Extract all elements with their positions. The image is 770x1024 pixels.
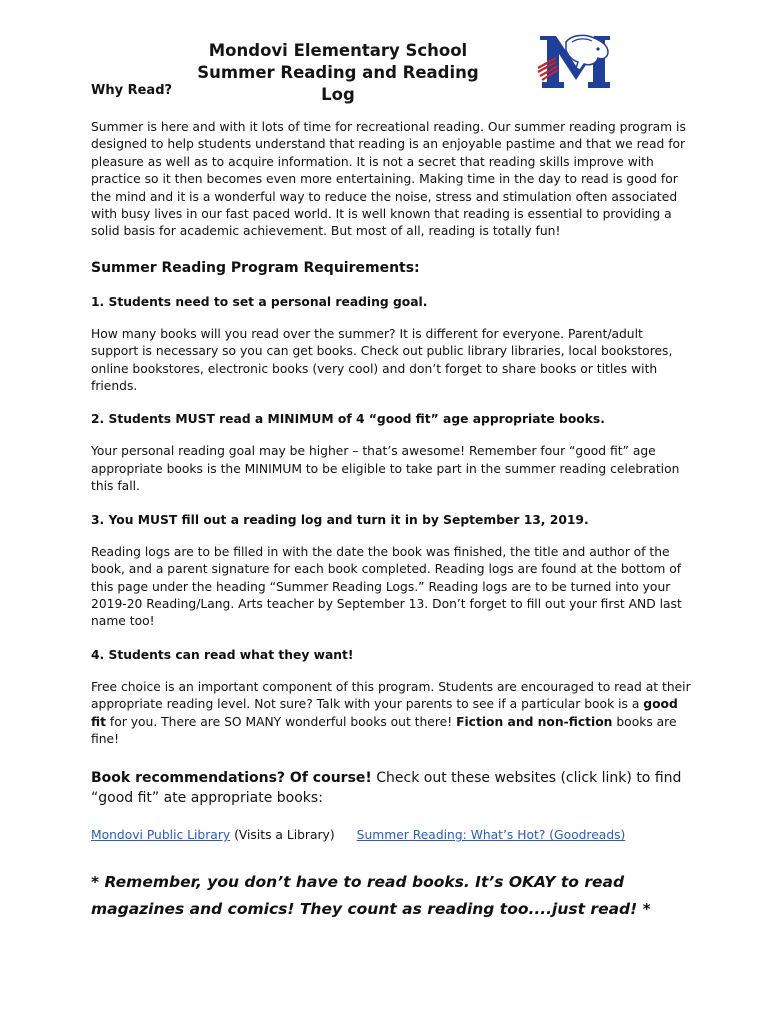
library-link-note: (Visits a Library) [230, 828, 335, 843]
requirement-1-heading: 1. Students need to set a personal reading goal. [91, 294, 428, 309]
requirement-2 [91, 410, 691, 495]
goodreads-link[interactable]: Summer Reading: What’s Hot? (Goodreads) [356, 828, 626, 843]
school-name: Mondovi Elementary School [208, 41, 468, 60]
recommendation-links [91, 826, 691, 844]
good-fit-emphasis: good fit [91, 697, 678, 729]
requirement-4-text-b: for you. There are SO MANY wonderful books out there! [106, 714, 457, 729]
requirement-1-body: How many books will you read over the summer? It is different for everyone. Parent/adult support is necessary so you can get books. Check out public library libraries, local bookstores, online bookstores, electronic books (very cool) and don’t forget to share books or titles with friends. [91, 326, 673, 394]
requirement-3-heading: 3. You MUST fill out a reading log and turn it in by September 13, 2019. [91, 512, 589, 527]
document-title: Summer Reading and Reading Log [197, 63, 479, 104]
recommendations-lead: Book recommendations? Of course! [91, 770, 372, 787]
recommendations-text: Check out these websites (click link) to find “good fit” ate appropriate books: [91, 770, 682, 807]
book-recommendations [91, 768, 691, 808]
requirement-4-body [91, 679, 691, 749]
requirement-4-text-c: books are fine! [91, 714, 677, 746]
mondovi-library-link[interactable]: Mondovi Public Library [91, 828, 231, 843]
why-read-heading: Why Read? [91, 83, 173, 98]
requirement-1 [91, 293, 691, 396]
requirement-3 [91, 511, 691, 631]
requirement-3-body: Reading logs are to be filled in with the date the book was finished, the title and author of the book, and a parent signature for each book completed. Reading logs are found at the bottom of this page under the heading “Summer Reading Logs.” Reading logs are to be turned into your 2019-20 Reading/Lang. Arts teacher by September 13. Don’t forget to fill out your first AND last name too! [91, 544, 682, 629]
closing-note: * Remember, you don’t have to read books. It’s OKAY to read magazines and comics! They count as reading too....just read! * [91, 873, 651, 919]
fiction-emphasis: Fiction and non-fiction [456, 714, 613, 729]
document-body [91, 82, 691, 923]
why-read-paragraph: Summer is here and with it lots of time for recreational reading. Our summer reading program is designed to help students understand that reading is an enjoyable pastime and that we read for pleasure as well as to acquire information. It is not a secret that reading skills improve with practice so it then becomes even more entertaining. Making time in the day to read is good for the mind and it is a wonderful way to reduce the noise, stress and stimulation often associated with busy lives in our fast paced world. It is well known that reading is essential to providing a solid basis for academic achievement. But most of all, reading is totally fun! [91, 120, 686, 239]
requirement-4 [91, 646, 691, 749]
requirement-2-heading: 2. Students MUST read a MINIMUM of 4 “good fit” age appropriate books. [91, 412, 605, 427]
requirement-4-heading: 4. Students can read what they want! [91, 647, 354, 662]
requirement-2-body: Your personal reading goal may be higher – that’s awesome! Remember four “good fit” age appropriate books is the MINIMUM to be eligible to take part in the summer reading celebration this fall. [91, 444, 680, 494]
requirement-4-text-a: Free choice is an important component of this program. Students are encouraged to read at their appropriate reading level. Not sure? Talk with your parents to see if a particular book is a [91, 679, 691, 712]
requirements-heading: Summer Reading Program Requirements: [91, 259, 420, 276]
